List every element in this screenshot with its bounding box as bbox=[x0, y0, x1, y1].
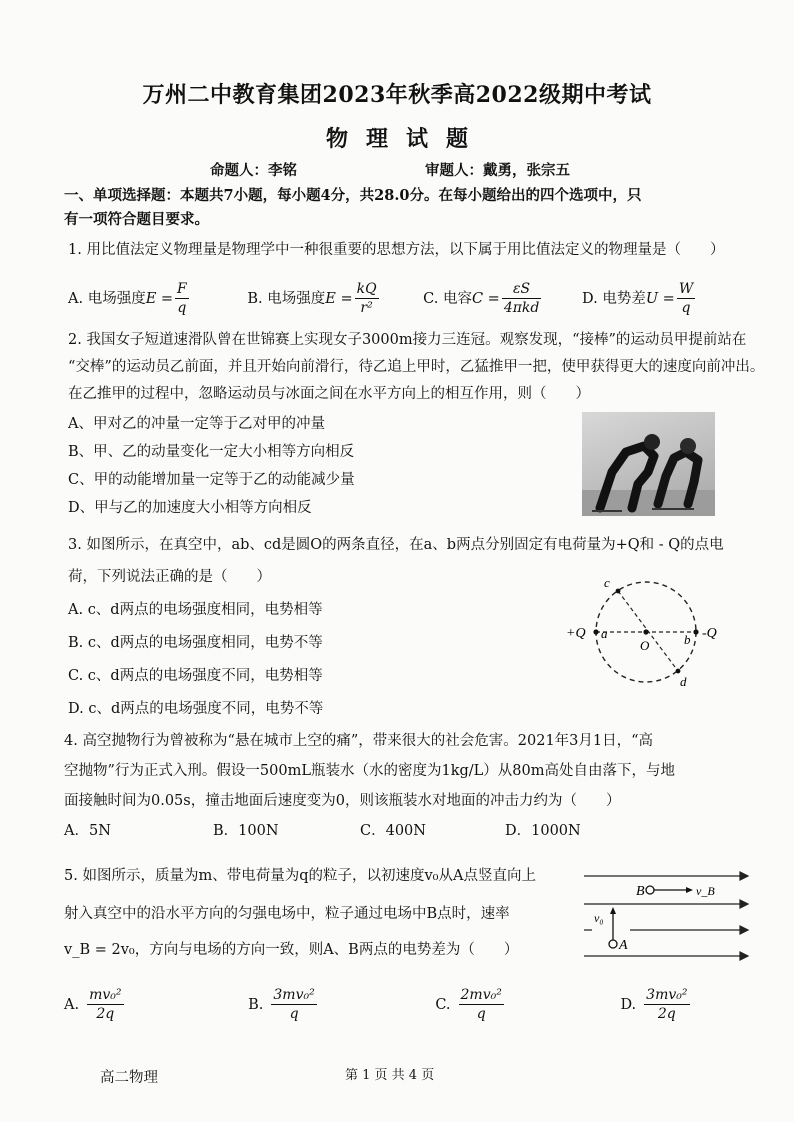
q4-option-b: B．100N bbox=[213, 823, 279, 839]
q1-d-fraction bbox=[677, 280, 695, 317]
q2-option-b: B、甲、乙的动量变化一定大小相等方向相反 bbox=[68, 444, 355, 460]
q3-line1: 3. 如图所示，在真空中，ab、cd是圆O的两条直径，在a、b两点分别固定有电荷量为+Q和 - Q的点电 bbox=[68, 537, 724, 553]
label-d: d bbox=[680, 674, 687, 689]
footer-page-number: 第 1 页 共 4 页 bbox=[345, 1068, 435, 1083]
q5-c-label: C. bbox=[435, 996, 451, 1013]
q5-c-fraction bbox=[459, 986, 504, 1023]
q5-a-denominator: 2q bbox=[96, 1006, 115, 1022]
point-a-circle bbox=[609, 940, 617, 948]
q2-line1: 2. 我国女子短道速滑队曾在世锦赛上实现女子3000m接力三连冠。观察发现，“接棒”的运动员甲提前站在 bbox=[68, 332, 747, 348]
q1-a-numerator: F bbox=[177, 281, 187, 297]
q5-field-diagram bbox=[580, 868, 750, 964]
q1-c-label: C. 电容 bbox=[423, 290, 472, 307]
point-c-dot bbox=[616, 589, 621, 594]
skater-illustration bbox=[582, 412, 715, 516]
q5-a-label: A. bbox=[64, 996, 80, 1013]
q1-d-lhs: U = bbox=[645, 290, 675, 307]
q5-line1: 5. 如图所示，质量为m、带电荷量为q的粒子，以初速度v₀从A点竖直向上 bbox=[64, 868, 536, 884]
q1-a-lhs: E = bbox=[145, 290, 174, 307]
q5-d-numerator: 3mv₀² bbox=[646, 987, 688, 1003]
exam-subtitle: 物理试题 bbox=[325, 126, 486, 152]
point-b-dot bbox=[693, 629, 698, 634]
q1-b-numerator: kQ bbox=[356, 281, 377, 297]
q2-option-d: D、甲与乙的加速度大小相等方向相反 bbox=[68, 500, 312, 516]
q3-circle-diagram bbox=[560, 572, 750, 692]
q1-c-denominator: 4πkd bbox=[503, 300, 540, 316]
q5-d-denominator: 2q bbox=[657, 1006, 676, 1022]
q1-c-numerator: εS bbox=[502, 280, 542, 299]
q4-line1: 4. 高空抛物行为曾被称为“悬在城市上空的痛”，带来很大的社会危害。2021年3月1日，“高 bbox=[64, 733, 654, 749]
q1-b-denominator: r² bbox=[360, 300, 373, 316]
q5-option-b bbox=[248, 986, 319, 1023]
q1-a-label: A. 电场强度 bbox=[68, 290, 146, 307]
q1-options bbox=[68, 280, 697, 317]
author-line: 命题人：李铭 bbox=[210, 162, 297, 179]
label-b: b bbox=[684, 632, 691, 647]
q1-b-fraction bbox=[355, 280, 379, 317]
q1-option-b bbox=[247, 280, 380, 317]
q5-b-fraction bbox=[271, 986, 316, 1023]
q1-a-fraction bbox=[175, 280, 189, 317]
q1-c-lhs: C = bbox=[471, 290, 500, 307]
q5-option-c bbox=[435, 986, 506, 1023]
reviewer-line: 审题人：戴勇，张宗五 bbox=[425, 162, 570, 179]
q4-line2: 空抛物”行为正式入刑。假设一500mL瓶装水（水的密度为1kg/L）从80m高处自由落下，与地 bbox=[64, 763, 675, 779]
skater-photo bbox=[582, 412, 715, 516]
label-point-b: B bbox=[636, 884, 645, 899]
q1-c-fraction bbox=[502, 280, 542, 317]
q5-b-denominator: q bbox=[289, 1006, 299, 1022]
point-b-circle bbox=[646, 886, 654, 894]
q5-options bbox=[64, 986, 692, 1023]
label-point-a: A bbox=[619, 938, 628, 953]
q1-option-c bbox=[423, 280, 543, 317]
label-o: O bbox=[640, 638, 650, 653]
q4-option-c: C．400N bbox=[360, 823, 426, 839]
q5-b-numerator: 3mv₀² bbox=[273, 987, 315, 1003]
point-d-dot bbox=[676, 669, 681, 674]
label-c: c bbox=[604, 575, 610, 590]
q1-a-denominator: q bbox=[177, 300, 187, 316]
q1-option-a bbox=[68, 280, 191, 317]
footer-subject: 高二物理 bbox=[100, 1070, 158, 1086]
q3-option-a: A. c、d两点的电场强度相同，电势相等 bbox=[68, 602, 323, 618]
q1-stem: 1. 用比值法定义物理量是物理学中一种很重要的思想方法，以下属于用比值法定义的物理量是（ ） bbox=[68, 242, 725, 258]
q1-d-label: D. 电势差 bbox=[582, 290, 646, 307]
q5-option-a bbox=[64, 986, 126, 1023]
q3-line2: 荷，下列说法正确的是（ ） bbox=[68, 569, 271, 585]
q1-b-lhs: E = bbox=[325, 290, 353, 307]
q1-option-d bbox=[582, 280, 697, 317]
q1-d-denominator: q bbox=[681, 300, 691, 316]
q5-a-numerator: mv₀² bbox=[89, 987, 122, 1003]
q5-d-label: D. bbox=[620, 996, 637, 1013]
q3-option-b: B. c、d两点的电场强度相同，电势不等 bbox=[68, 635, 323, 651]
q5-option-d bbox=[620, 986, 691, 1023]
q4-line3: 面接触时间为0.05s，撞击地面后速度变为0，则该瓶装水对地面的冲击力约为（ ） bbox=[64, 793, 621, 809]
label-vb: v_B bbox=[696, 884, 715, 898]
q5-d-fraction bbox=[644, 986, 689, 1023]
field-arrow-3 bbox=[740, 926, 748, 934]
q3-option-d: D. c、d两点的电场强度不同，电势不等 bbox=[68, 701, 324, 717]
exam-title: 万州二中教育集团2023年秋季高2022级期中考试 bbox=[142, 82, 652, 108]
q2-option-c: C、甲的动能增加量一定等于乙的动能减少量 bbox=[68, 472, 355, 488]
q2-option-a: A、甲对乙的冲量一定等于乙对甲的冲量 bbox=[68, 416, 325, 432]
point-o-dot bbox=[643, 629, 648, 634]
q3-option-c: C. c、d两点的电场强度不同，电势相等 bbox=[68, 668, 323, 684]
label-a: a bbox=[601, 626, 608, 641]
label-plus-q: +Q bbox=[566, 626, 586, 641]
field-arrow-2 bbox=[740, 900, 748, 908]
q1-d-numerator: W bbox=[678, 281, 694, 297]
q4-option-d: D．1000N bbox=[505, 823, 581, 839]
section-heading-line1: 一、单项选择题：本题共7小题，每小题4分，共28.0分。在每小题给出的四个选项中，只 bbox=[64, 187, 642, 204]
q1-b-label: B. 电场强度 bbox=[247, 290, 326, 307]
label-v0: v₀ bbox=[594, 911, 604, 925]
q5-line2: 射入真空中的沿水平方向的匀强电场中，粒子通过电场中B点时，速率 bbox=[64, 906, 510, 922]
q2-line3: 在乙推甲的过程中，忽略运动员与冰面之间在水平方向上的相互作用，则（ ） bbox=[68, 386, 590, 402]
point-a-dot bbox=[593, 629, 598, 634]
field-arrow-4 bbox=[740, 952, 748, 960]
label-minus-q: -Q bbox=[702, 626, 717, 641]
section-heading-line2: 有一项符合题目要求。 bbox=[64, 211, 209, 228]
q5-a-fraction bbox=[87, 986, 123, 1023]
q4-option-a: A．5N bbox=[64, 823, 111, 839]
q5-line3: v_B = 2v₀，方向与电场的方向一致，则A、B两点的电势差为（ ） bbox=[64, 942, 519, 958]
q5-b-label: B. bbox=[248, 996, 264, 1013]
q5-c-numerator: 2mv₀² bbox=[460, 987, 502, 1003]
q5-c-denominator: q bbox=[476, 1006, 486, 1022]
q2-line2: “交棒”的运动员乙前面，并且开始向前滑行，待乙追上甲时，乙猛推甲一把，使甲获得更大的速度向前冲出。 bbox=[68, 359, 765, 375]
field-arrow-1 bbox=[740, 872, 748, 880]
